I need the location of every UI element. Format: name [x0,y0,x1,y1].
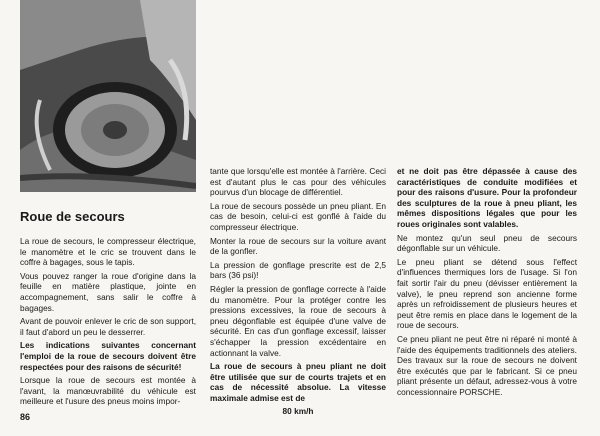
paragraph: La roue de secours possède un pneu pliant. En cas de besoin, celui-ci est gonflé à l'aide du compresseur électrique. [210,200,386,232]
paragraph: et ne doit pas être dépassée à cause des caractéristiques de conduite modifiées et pour des raisons d'usure. Pour la profondeur des sculptures de la roue à pneu pliant, les mêmes dispositions légales que pour les roues originales sont valables. [397,166,577,229]
paragraph: La roue de secours à pneu pliant ne doit être utilisée que sur de courts trajets et en cas de nécessité absolue. La vitesse maximale admise est de [210,361,386,403]
text-column-3 [397,166,577,400]
paragraph: Régler la pression de gonflage correcte à l'aide du manomètre. Pour la protéger contre les pressions excessives, la roue de secours à pneu dégonflable est équipée d'une valve de sécurité. En cas d'un gonflage excessif, laisser s'échapper la pression excédentaire en actionnant la valve. [210,283,386,358]
paragraph: Les indications suivantes concernant l'emploi de la roue de secours doivent être respectées pour des raisons de sécurité! [20,340,196,372]
paragraph: Ce pneu pliant ne peut être ni réparé ni monté à l'aide des équipements traditionnels des ateliers. Des travaux sur la roue de secours ne doivent être exécutés que par le fabricant. Si ce pneu pliant présente un défaut, adressez-vous à votre concessionnaire PORSCHE. [397,333,577,397]
paragraph: 80 km/h [282,406,314,417]
page-number: 86 [20,412,31,422]
text-column-2 [210,166,386,420]
paragraph: Monter la roue de secours sur la voiture avant de la gonfler. [210,235,386,257]
paragraph: La roue de secours, le compresseur électrique, le manomètre et le cric se trouvent dans le coffre à bagages, sous le tapis. [20,236,196,268]
paragraph: La pression de gonflage prescrite est de 2,5 bars (36 psi)! [210,259,386,281]
paragraph: Ne montez qu'un seul pneu de secours dégonflable sur un véhicule. [397,232,577,254]
spare-wheel-photo [20,0,196,192]
paragraph: Vous pouvez ranger la roue d'origine dans la feuille en matière plastique, jointe en accompagnement, sans salir le coffre à bagages. [20,270,196,313]
paragraph: Lorsque la roue de secours est montée à l'avant, la manœuvrabilité du véhicule est meilleure et l'usure des pneus moins impor- [20,375,196,407]
paragraph: tante que lorsqu'elle est montée à l'arrière. Ceci est d'autant plus le cas pour des véhicules pourvus d'un blocage de différentiel. [210,166,386,198]
spare-wheel-illustration [20,0,196,192]
page-title: Roue de secours [20,209,125,224]
paragraph: Avant de pouvoir enlever le cric de son support, il faut d'abord un peu le desserrer. [20,316,196,337]
paragraph: Le pneu pliant se détend sous l'effect d'influences thermiques lors de l'usage. Si l'on fait sortir l'air du pneu (dévisser entièrement la valve), le pneu reprend son ancienne forme après un refroidissement de plusieurs heures et peut être remis en place dans le logement de la roue de secours. [397,256,577,331]
text-column-1 [20,236,196,410]
